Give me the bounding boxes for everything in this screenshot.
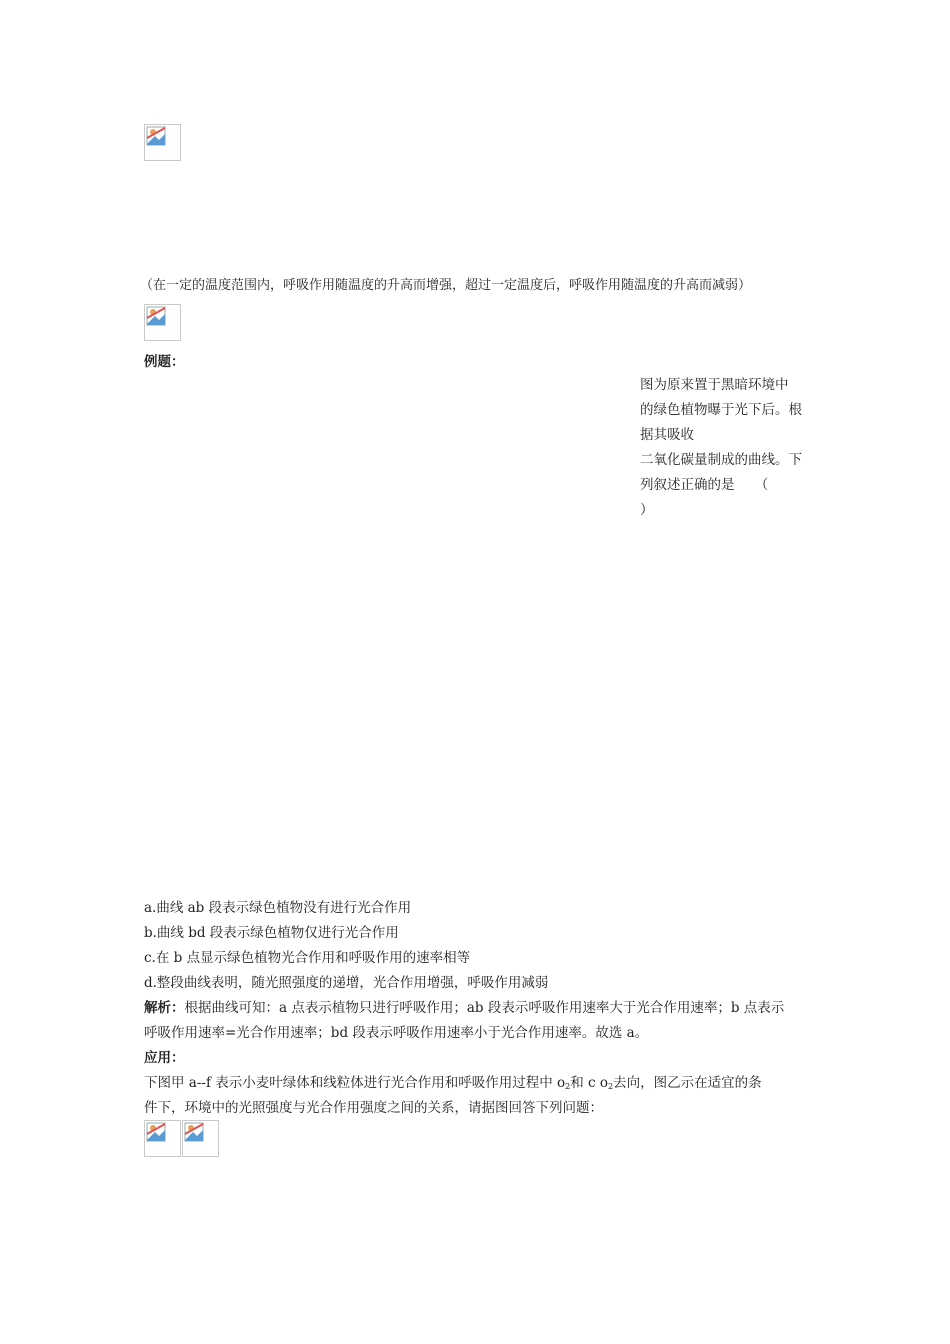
option-b: b.曲线 bd 段表示绿色植物仅进行光合作用 [144,925,399,941]
example-heading: 例题： [144,354,185,370]
broken-image-icon [144,304,181,341]
temperature-note: （在一定的温度范围内，呼吸作用随温度的升高而增强，超过一定温度后，呼吸作用随温度的升高而减弱） [140,278,752,293]
option-a: a.曲线 ab 段表示绿色植物没有进行光合作用 [144,900,412,916]
subscript: 2 [608,1082,614,1091]
question-text [640,373,812,523]
broken-image-icon [144,124,181,161]
application-text: 和 c o [570,1075,609,1091]
option-d: d.整段曲线表明，随光照强度的递增，光合作用增强，呼吸作用减弱 [144,975,549,991]
application-text: 下图甲 a--f 表示小麦叶绿体和线粒体进行光合作用和呼吸作用过程中 o [144,1075,566,1091]
question-line: 的绿色植物曝于光下后。根 [640,402,802,418]
application-line-1 [144,1074,762,1096]
broken-image-icon [144,1120,181,1157]
question-line: 图为原来置于黑暗环境中 [640,377,789,393]
subscript: 2 [565,1082,571,1091]
question-line: 列叙述正确的是 （ [640,477,769,493]
analysis-line-1 [144,999,784,1017]
broken-image-icon [182,1120,219,1157]
application-line-2: 件下，环境中的光照强度与光合作用强度之间的关系，请据图回答下列问题： [144,1100,603,1116]
analysis-text: 根据曲线可知：a 点表示植物只进行呼吸作用；ab 段表示呼吸作用速率大于光合作用速率；b 点表示 [184,1000,785,1016]
application-text: 去向，图乙示在适宜的条 [613,1075,762,1091]
analysis-label: 解析： [144,1000,185,1016]
application-heading: 应用： [144,1050,185,1066]
question-line: ） [640,502,654,518]
option-c: c.在 b 点显示绿色植物光合作用和呼吸作用的速率相等 [144,950,471,966]
analysis-line-2: 呼吸作用速率=光合作用速率；bd 段表示呼吸作用速率小于光合作用速率。故选 a。 [144,1025,649,1041]
question-line: 二氧化碳量制成的曲线。下 [640,452,802,468]
question-line: 据其吸收 [640,427,694,443]
